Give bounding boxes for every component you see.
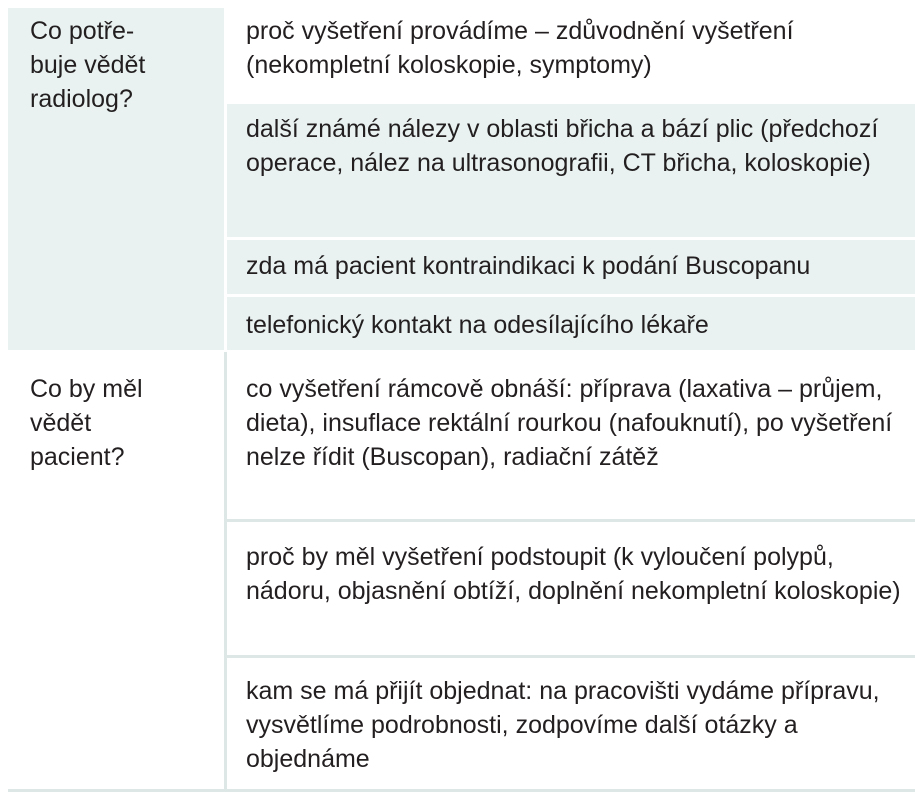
table-row <box>227 522 915 655</box>
table-row <box>227 297 915 350</box>
section-label: Co by měl vědět pacient? <box>30 375 143 471</box>
row-text: další známé nálezy v oblasti břicha a bází plic (předchozí operace, nález na ultrasonografii, CT břicha, koloskopie) <box>246 115 879 177</box>
table-row <box>227 104 915 237</box>
row-text: telefonický kontakt na odesílajícího lékaře <box>246 311 709 339</box>
row-text: kam se má přijít objednat: na pracovišti vydáme přípravu, vysvětlíme podrobnosti, zodpovíme další otázky a objednáme <box>246 677 880 773</box>
section-patient <box>8 352 915 792</box>
table-row <box>227 658 915 789</box>
section-radiologist <box>8 8 915 352</box>
row-text: zda má pacient kontraindikaci k podání Buscopanu <box>246 252 811 280</box>
table-row <box>227 352 915 519</box>
section-label-cell <box>8 352 224 792</box>
section-label: Co potře- buje vědět radiolog? <box>30 17 146 113</box>
info-table <box>8 8 915 792</box>
row-text: proč by měl vyšetření podstoupit (k vyloučení polypů, nádoru, objasnění obtíží, doplnění nekompletní koloskopie) <box>246 543 901 605</box>
row-text: co vyšetření rámcově obnáší: příprava (laxativa – průjem, dieta), insuflace rektální rourkou (nafouknutí), po vyšetření nelze řídit (Buscopan), radiační zátěž <box>246 375 893 471</box>
table-row <box>227 240 915 294</box>
table-row <box>227 8 915 101</box>
row-text: proč vyšetření provádíme – zdůvodnění vyšetření (nekompletní koloskopie, symptomy) <box>246 17 794 79</box>
table-bottom-border <box>8 789 915 792</box>
section-label-cell <box>8 8 224 352</box>
